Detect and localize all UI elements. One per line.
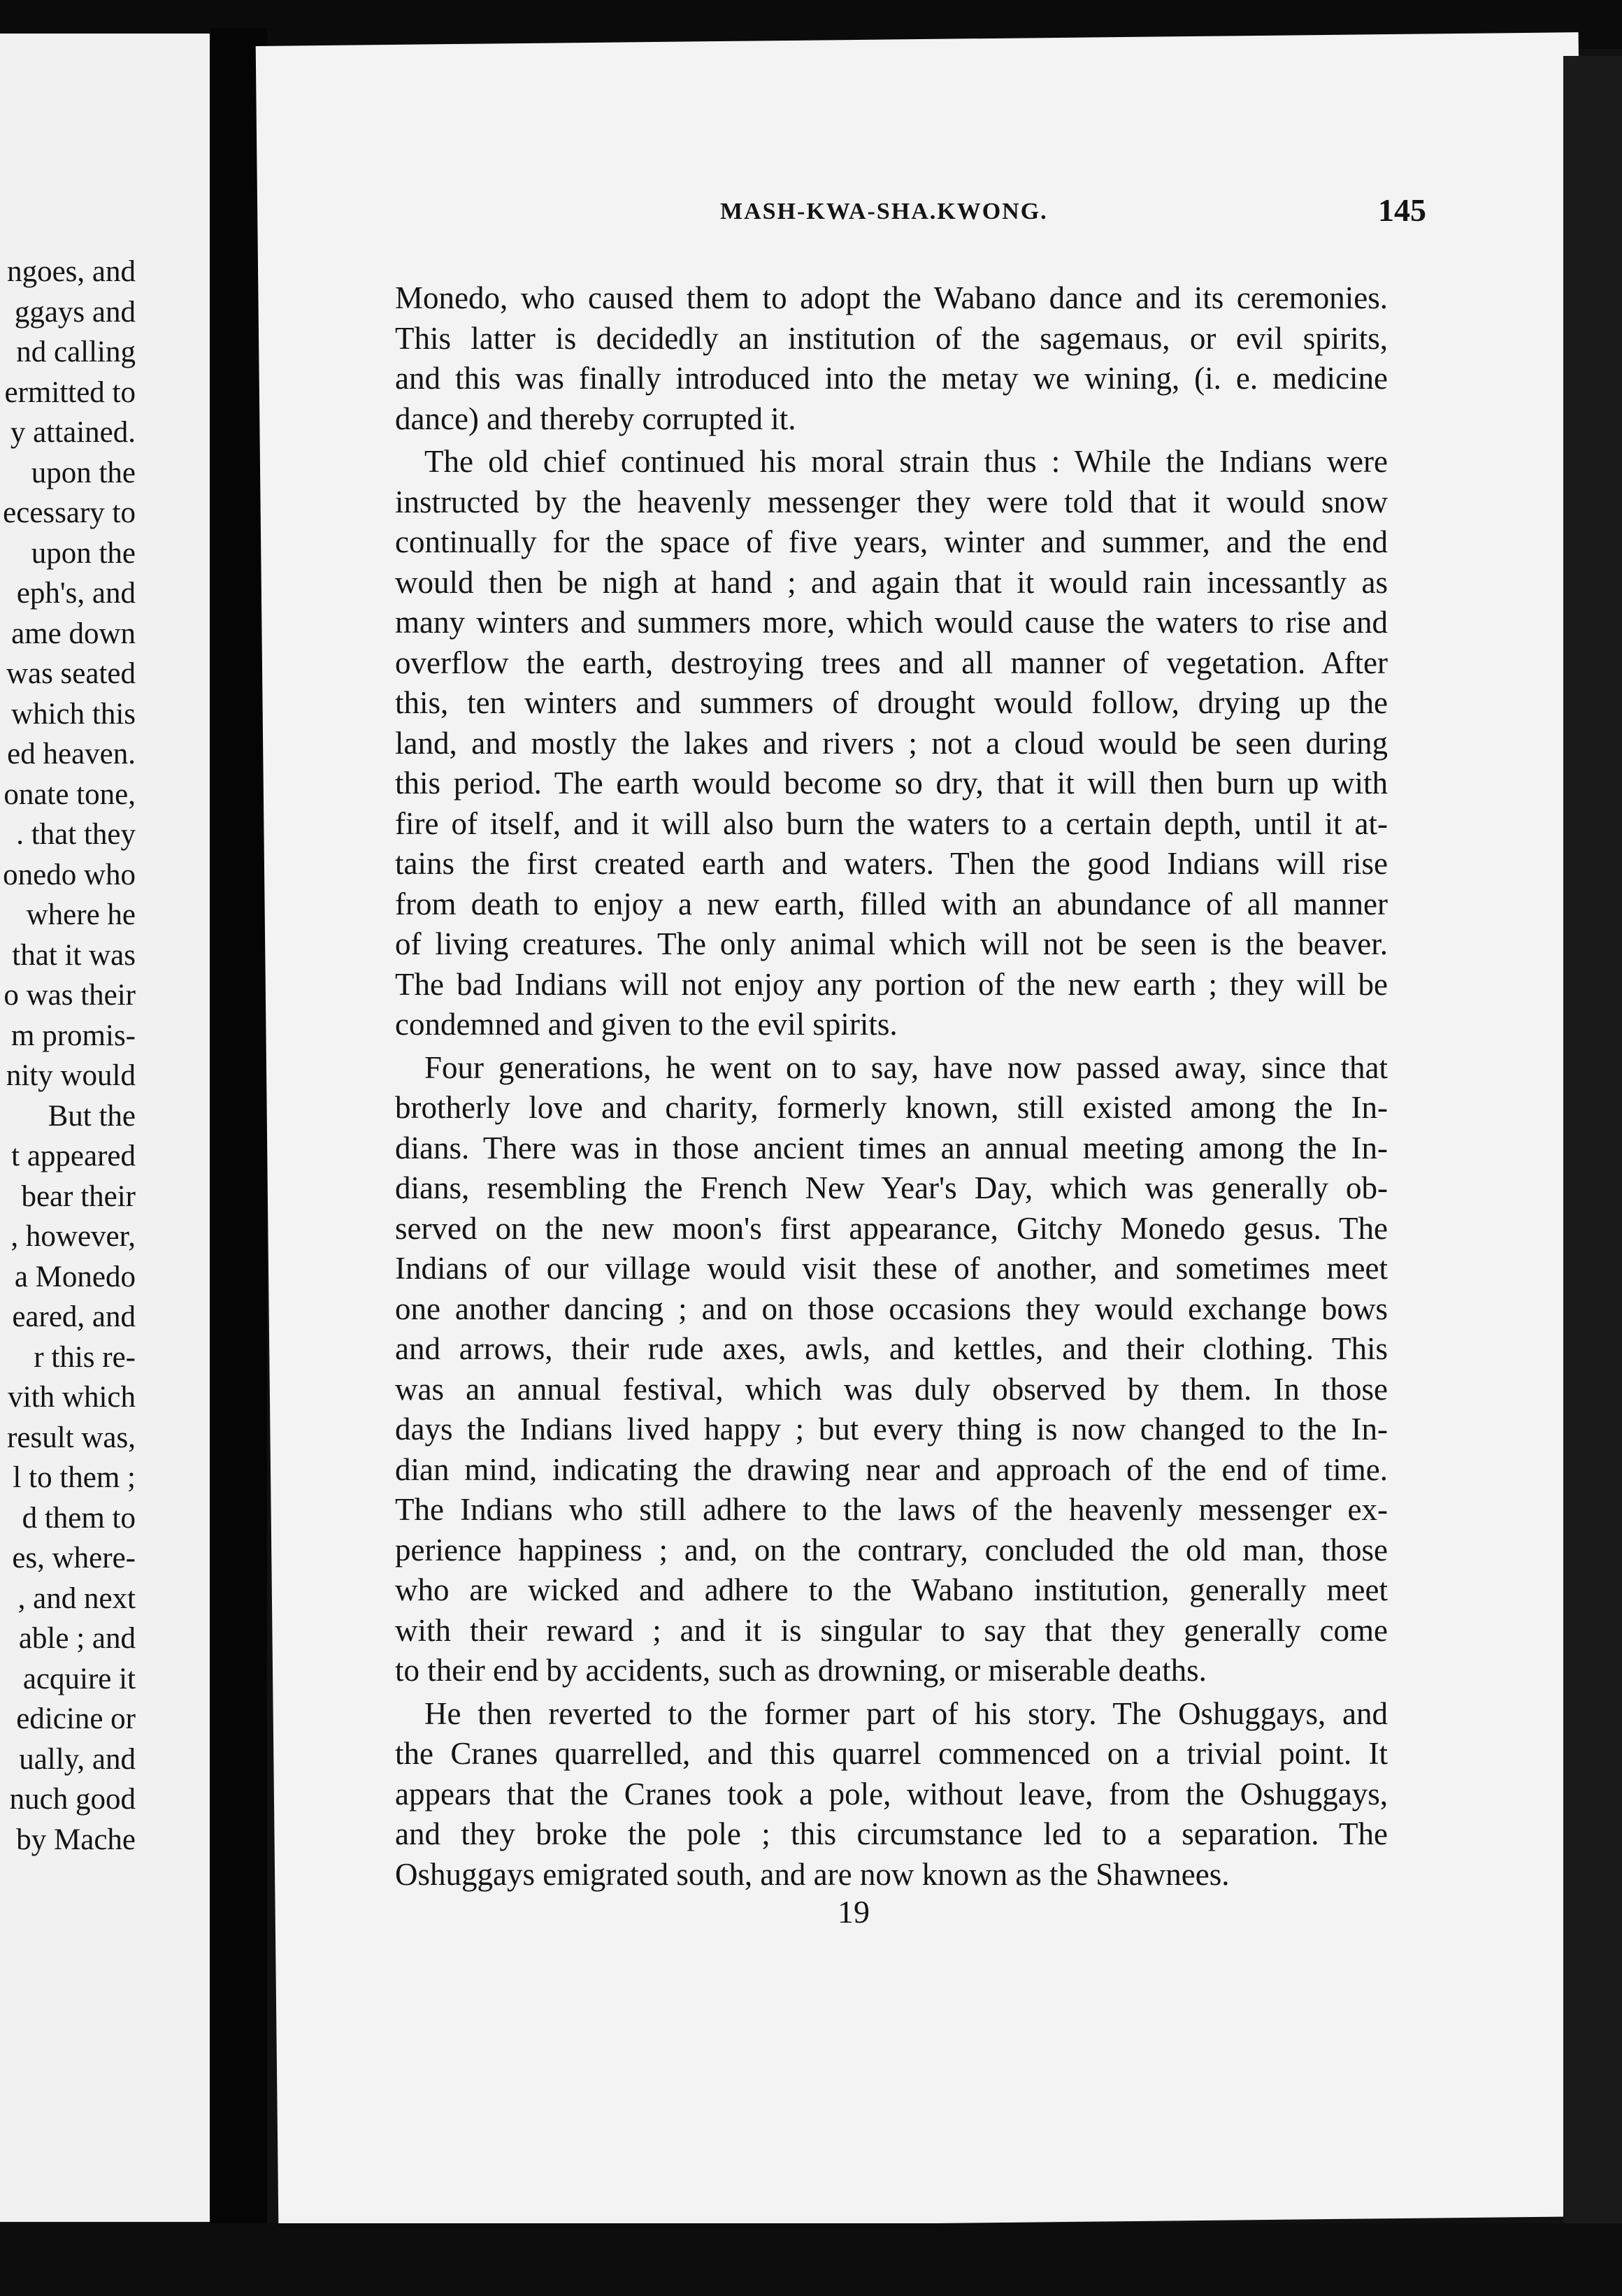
facing-page-line: which this — [11, 697, 136, 731]
text-line: perience happiness ; and, on the contrary, concluded the old man, those — [395, 1532, 1388, 1567]
text-line: land, and mostly the lakes and rivers ; not a cloud would be seen during — [395, 725, 1388, 761]
text-line: He then reverted to the former part of his story. The Oshuggays, and — [424, 1695, 1388, 1731]
facing-page-line: , however, — [10, 1220, 136, 1253]
facing-page-line: o was their — [3, 979, 136, 1012]
facing-page-line: bear their — [21, 1179, 136, 1213]
text-line: and this was finally introduced into the metay we wining, (i. e. medicine — [395, 361, 1388, 396]
facing-page-line: r this re- — [34, 1340, 136, 1374]
facing-page-line: es, where- — [12, 1542, 136, 1574]
text-line: overflow the earth, destroying trees and all manner of vegetation. After — [395, 645, 1388, 680]
facing-page-line: able ; and — [18, 1622, 136, 1655]
facing-page-line: edicine or — [16, 1702, 136, 1735]
text-line: The old chief continued his moral strain thus : While the Indians were — [424, 444, 1388, 479]
text-line: one another dancing ; and on those occasions they would exchange bows — [395, 1291, 1388, 1326]
facing-page-line: ame down — [11, 617, 136, 650]
text-line: from death to enjoy a new earth, filled with an abundance of all manner — [395, 886, 1388, 921]
text-line: dance) and thereby corrupted it. — [395, 401, 796, 436]
text-line: days the Indians lived happy ; but every thing is now changed to the In- — [395, 1412, 1388, 1447]
body-text — [395, 278, 1388, 1897]
facing-page-line: d them to — [22, 1501, 136, 1535]
text-line: was an annual festival, which was duly observed by them. In those — [395, 1371, 1388, 1407]
text-line: of living creatures. The only animal which will not be seen is the beaver. — [395, 926, 1388, 961]
text-line: The Indians who still adhere to the laws of the heavenly messenger ex- — [395, 1492, 1388, 1527]
signature-mark: 19 — [838, 1894, 870, 1930]
facing-page-line: by Mache — [16, 1823, 136, 1856]
facing-page-text — [3, 252, 136, 1860]
text-line: dians, resembling the French New Year's Day, which was generally ob- — [395, 1170, 1388, 1205]
facing-page-line: was seated — [6, 657, 136, 690]
text-line: Indians of our village would visit these of another, and sometimes meet — [395, 1251, 1388, 1286]
text-line: this, ten winters and summers of drought would follow, drying up the — [395, 685, 1388, 720]
facing-page-line: ually, and — [19, 1742, 136, 1776]
facing-page-line: ngoes, and — [7, 255, 136, 288]
text-line: brotherly love and charity, formerly known, still existed among the In- — [395, 1090, 1388, 1125]
text-line: dians. There was in those ancient times an annual meeting among the In- — [395, 1130, 1388, 1165]
facing-page-line: ggays and — [14, 295, 136, 329]
facing-page-line: ecessary to — [3, 496, 136, 529]
facing-page-line: . that they — [16, 818, 136, 851]
text-line: appears that the Cranes took a pole, without leave, from the Oshuggays, — [395, 1776, 1388, 1811]
text-line: The bad Indians will not enjoy any portion of the new earth ; they will be — [395, 966, 1388, 1002]
text-line: many winters and summers more, which would cause the waters to rise and — [395, 605, 1388, 640]
text-line: to their end by accidents, such as drowning, or miserable deaths. — [395, 1653, 1207, 1688]
facing-page-line: that it was — [12, 938, 136, 972]
text-line: Monedo, who caused them to adopt the Wabano dance and its ceremonies. — [395, 280, 1388, 315]
paragraph — [395, 1694, 1388, 1895]
text-line: Oshuggays emigrated south, and are now known as the Shawnees. — [395, 1856, 1230, 1892]
text-line: with their reward ; and it is singular to say that they generally come — [395, 1612, 1388, 1648]
facing-page-line: a Monedo — [14, 1260, 136, 1293]
facing-page-line: upon the — [31, 456, 136, 489]
facing-page-line: eph's, and — [16, 577, 136, 610]
text-line: fire of itself, and it will also burn the waters to a certain depth, until it at- — [395, 805, 1388, 841]
facing-page-line: , and next — [17, 1581, 136, 1615]
page-number: 145 — [1378, 192, 1426, 228]
facing-page-line: nuch good — [9, 1783, 136, 1816]
text-line: and arrows, their rude axes, awls, and kettles, and their clothing. This — [395, 1331, 1388, 1366]
facing-page-line: result was, — [7, 1421, 136, 1454]
page-edge-shadow — [1563, 56, 1622, 2296]
facing-page-line: l to them ; — [13, 1461, 136, 1494]
scan-bottom-border — [0, 2223, 1622, 2296]
paragraph — [395, 442, 1388, 1045]
text-line: the Cranes quarrelled, and this quarrel commenced on a trivial point. It — [395, 1736, 1388, 1771]
facing-page-line: nity would — [6, 1059, 136, 1092]
facing-page-line: nd calling — [16, 336, 136, 368]
facing-page-line: onedo who — [3, 858, 136, 891]
facing-page-line: y attained. — [10, 416, 136, 449]
text-line: This latter is decidedly an institution of the sagemaus, or evil spirits, — [395, 320, 1388, 356]
text-line: served on the new moon's first appearance, Gitchy Monedo gesus. The — [395, 1210, 1388, 1246]
text-line: and they broke the pole ; this circumstance led to a separation. The — [395, 1816, 1388, 1851]
paragraph — [395, 278, 1388, 439]
text-line: instructed by the heavenly messenger they were told that it would snow — [395, 484, 1388, 519]
facing-page-line: t appeared — [11, 1140, 136, 1172]
text-line: this period. The earth would become so dry, that it will then burn up with — [395, 766, 1388, 801]
running-head: MASH-KWA-SHA.KWONG. — [720, 199, 1048, 224]
text-line: would then be nigh at hand ; and again that it would rain incessantly as — [395, 564, 1388, 600]
facing-page-line: vith which — [8, 1381, 136, 1414]
facing-page-line: where he — [26, 898, 136, 931]
facing-page-line: ermitted to — [4, 375, 136, 409]
text-line: dian mind, indicating the drawing near and approach of the end of time. — [395, 1451, 1388, 1487]
facing-page-line: m promis- — [11, 1019, 136, 1052]
facing-page-line: eared, and — [12, 1300, 136, 1333]
text-line: Four generations, he went on to say, have now passed away, since that — [424, 1049, 1388, 1085]
facing-page-line: acquire it — [22, 1662, 136, 1695]
facing-page-line: ed heaven. — [7, 738, 136, 770]
facing-page-line: onate tone, — [3, 777, 136, 811]
paragraph — [395, 1048, 1388, 1691]
facing-page-line: upon the — [31, 536, 136, 570]
facing-page-left — [0, 34, 210, 2222]
text-line: who are wicked and adhere to the Wabano institution, generally meet — [395, 1572, 1388, 1607]
text-line: tains the first created earth and waters. Then the good Indians will rise — [395, 846, 1388, 881]
text-line: condemned and given to the evil spirits. — [395, 1007, 898, 1042]
facing-page-line: But the — [48, 1099, 136, 1133]
text-line: continually for the space of five years, winter and summer, and the end — [395, 524, 1388, 559]
